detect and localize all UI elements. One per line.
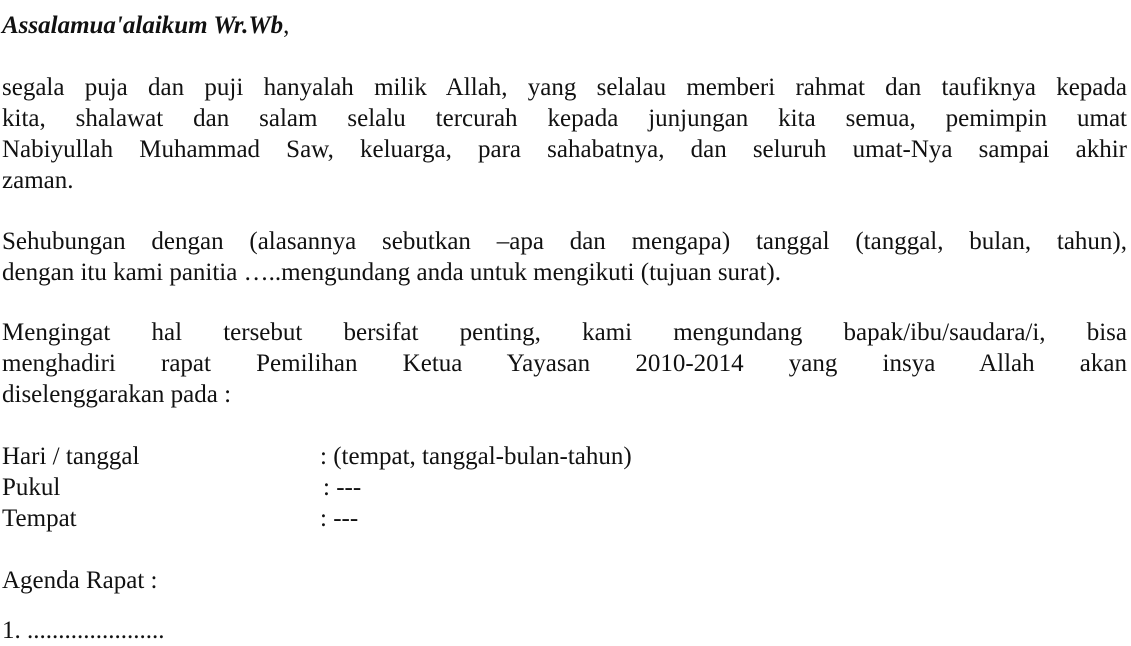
paragraph-line: Mengingat hal tersebut bersifat penting, kami mengundang bapak/ibu/saudara/i, bisa (2, 319, 1127, 346)
paragraph-line: diselenggarakan pada : (2, 381, 232, 408)
greeting-comma: , (283, 12, 290, 39)
paragraph-line: Sehubungan dengan (alasannya sebutkan –apa dan mengapa) tanggal (tanggal, bulan, tahun), (2, 228, 1127, 255)
agenda-heading: Agenda Rapat : (2, 567, 158, 594)
time-label: Pukul (2, 474, 61, 501)
greeting-text: Assalamua'alaikum Wr.Wb (2, 12, 284, 39)
time-value: : --- (323, 474, 362, 501)
paragraph-line: zaman. (2, 167, 74, 194)
place-label: Tempat (2, 505, 77, 532)
agenda-item-partial: 1. ...................... (2, 617, 165, 644)
paragraph-line: dengan itu kami panitia …..mengundang anda untuk mengikuti (tujuan surat). (2, 259, 781, 286)
place-value: : --- (320, 505, 359, 532)
paragraph-line: Nabiyullah Muhammad Saw, keluarga, para sahabatnya, dan seluruh umat-Nya sampai akhir (2, 136, 1127, 163)
date-value: : (tempat, tanggal-bulan-tahun) (320, 443, 632, 470)
paragraph-line: kita, shalawat dan salam selalu tercurah kepada junjungan kita semua, pemimpin umat (2, 105, 1127, 132)
date-label: Hari / tanggal (2, 443, 140, 470)
paragraph-line: segala puja dan puji hanyalah milik Allah, yang selalau memberi rahmat dan taufiknya kepada (2, 74, 1127, 101)
greeting-line (2, 10, 1127, 41)
paragraph-line: menghadiri rapat Pemilihan Ketua Yayasan 2010-2014 yang insya Allah akan (2, 350, 1127, 377)
